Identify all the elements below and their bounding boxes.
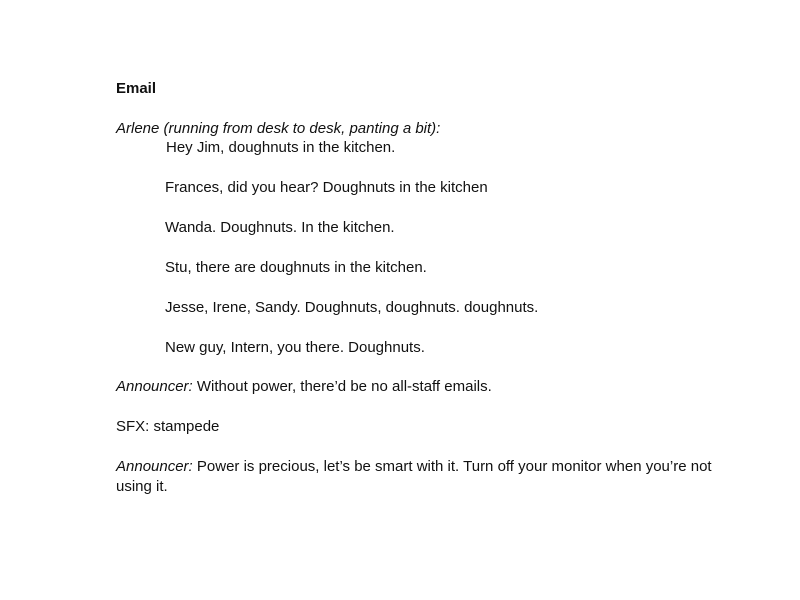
dialogue-line-1: Hey Jim, doughnuts in the kitchen. bbox=[166, 139, 396, 156]
dialogue-line-6: New guy, Intern, you there. Doughnuts. bbox=[165, 339, 425, 356]
dialogue-line-5: Jesse, Irene, Sandy. Doughnuts, doughnuts. doughnuts. bbox=[165, 299, 539, 316]
dialogue-line-3: Wanda. Doughnuts. In the kitchen. bbox=[165, 219, 395, 236]
announcer-line-1 bbox=[116, 377, 492, 397]
dialogue-line-2: Frances, did you hear? Doughnuts in the kitchen bbox=[165, 179, 488, 196]
document-title: Email bbox=[116, 80, 157, 97]
announcer-line-2 bbox=[116, 457, 716, 497]
sfx-line: SFX: stampede bbox=[116, 418, 220, 435]
announcer-label: Announcer: bbox=[116, 378, 193, 395]
announcer-label: Announcer: bbox=[116, 458, 193, 475]
announcer-text: Power is precious, let’s be smart with it. Turn off your monitor when you’re not using it. bbox=[116, 458, 712, 495]
dialogue-line-4: Stu, there are doughnuts in the kitchen. bbox=[165, 259, 427, 276]
announcer-text: Without power, there’d be no all-staff emails. bbox=[192, 378, 492, 395]
speaker-arlene: Arlene (running from desk to desk, panting a bit): bbox=[116, 120, 441, 137]
